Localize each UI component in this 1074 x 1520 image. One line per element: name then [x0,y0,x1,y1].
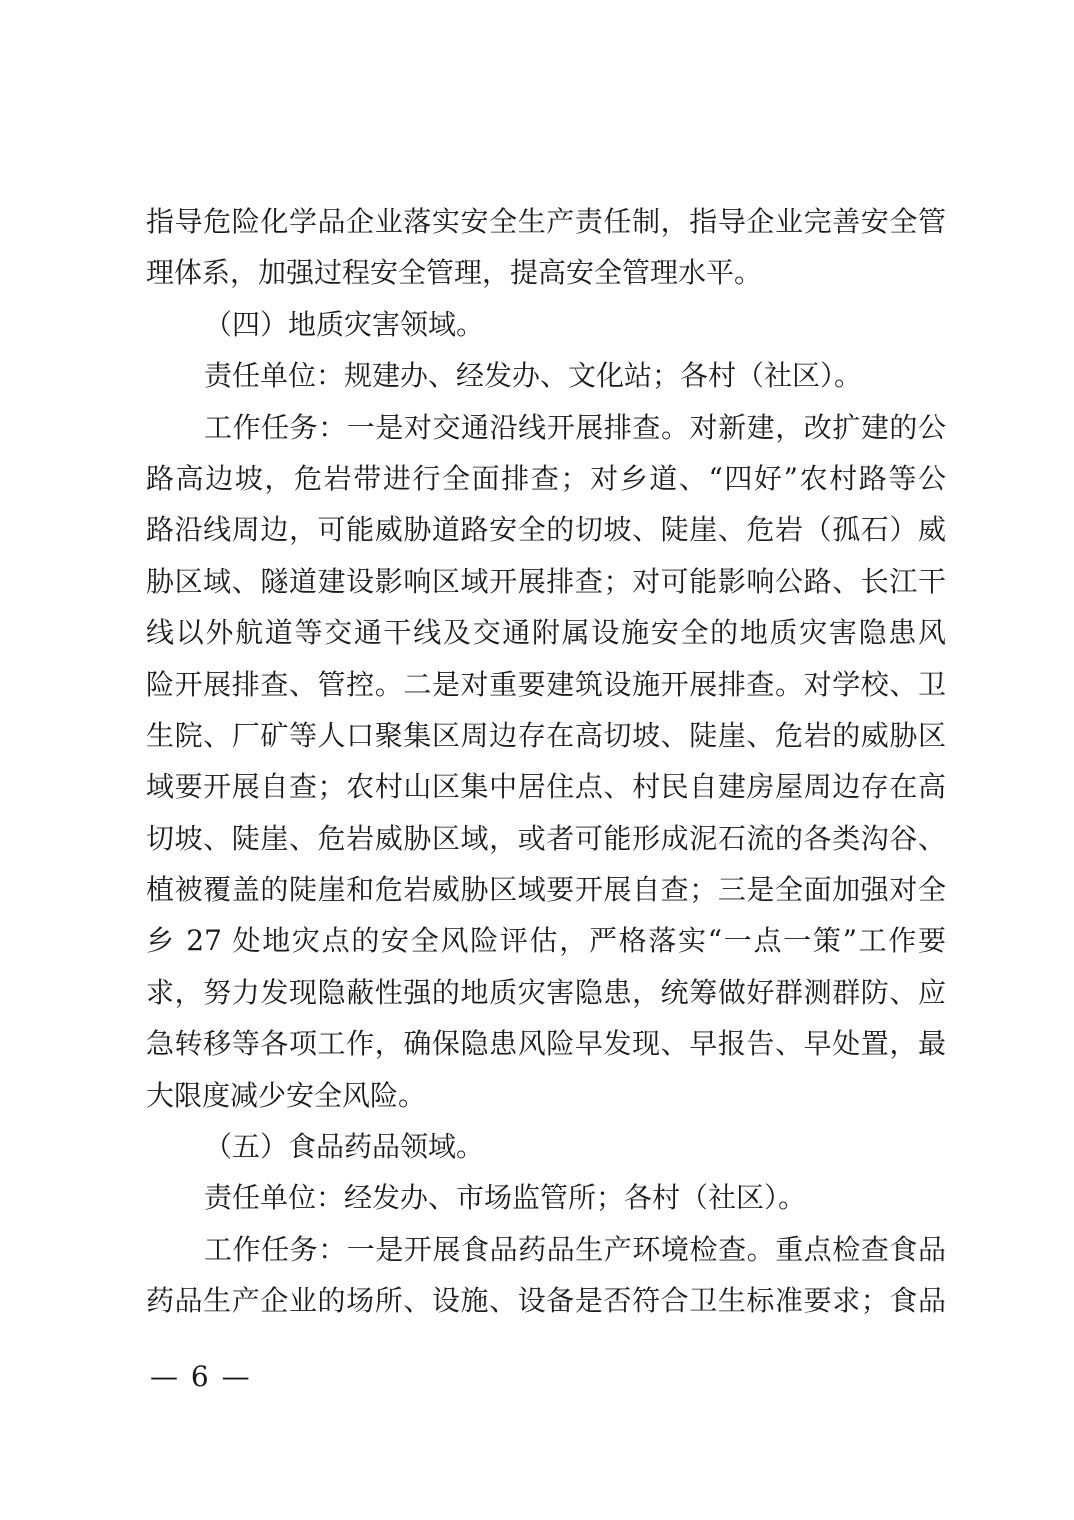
text-line: 乡 27 处地灾点的安全风险评估，严格落实“一点一策”工作要 [146,924,946,958]
text-line: 路高边坡，危岩带进行全面排查；对乡道、“四好”农村路等公 [146,461,946,495]
responsible-units: 责任单位：规建办、经发办、文化站；各村（社区）。 [204,359,863,393]
text-line: 植被覆盖的陡崖和危岩威胁区域要开展自查；三是全面加强对全 [146,873,946,907]
text-line: 急转移等各项工作，确保隐患风险早发现、早报告、早处置，最 [146,1027,946,1061]
text-line: 路沿线周边，可能威胁道路安全的切坡、陡崖、危岩（孤石）威 [146,513,946,547]
text-line: 求，努力发现隐蔽性强的地质灾害隐患，统筹做好群测群防、应 [146,975,946,1009]
text-line: 域要开展自查；农村山区集中居住点、村民自建房屋周边存在高 [146,770,946,804]
text-line: 险开展排查、管控。二是对重要建筑设施开展排查。对学校、卫 [146,667,946,701]
responsible-units: 责任单位：经发办、市场监管所；各村（社区）。 [204,1181,807,1215]
page-number: — 6 — [150,1360,252,1393]
text-line: 切坡、陡崖、危岩威胁区域，或者可能形成泥石流的各类沟谷、 [146,821,946,855]
text-line: 理体系，加强过程安全管理，提高安全管理水平。 [146,256,763,290]
section-heading-4: （四）地质灾害领域。 [204,307,485,341]
text-line: 指导危险化学品企业落实安全生产责任制，指导企业完善安全管 [146,205,946,238]
text-line: 药品生产企业的场所、设施、设备是否符合卫生标准要求；食品 [146,1284,946,1318]
text-line: 生院、厂矿等人口聚集区周边存在高切坡、陡崖、危岩的威胁区 [146,718,946,752]
task-paragraph-start: 工作任务：一是开展食品药品生产环境检查。重点检查食品 [204,1232,946,1266]
text-line: 大限度减少安全风险。 [146,1078,427,1112]
section-heading-5: （五）食品药品领域。 [204,1130,485,1164]
task-paragraph-start: 工作任务：一是对交通沿线开展排查。对新建，改扩建的公 [204,410,946,444]
text-line: 胁区域、隧道建设影响区域开展排查；对可能影响公路、长江干 [146,564,946,598]
document-body [146,196,946,1327]
text-line: 线以外航道等交通干线及交通附属设施安全的地质灾害隐患风 [146,616,946,650]
